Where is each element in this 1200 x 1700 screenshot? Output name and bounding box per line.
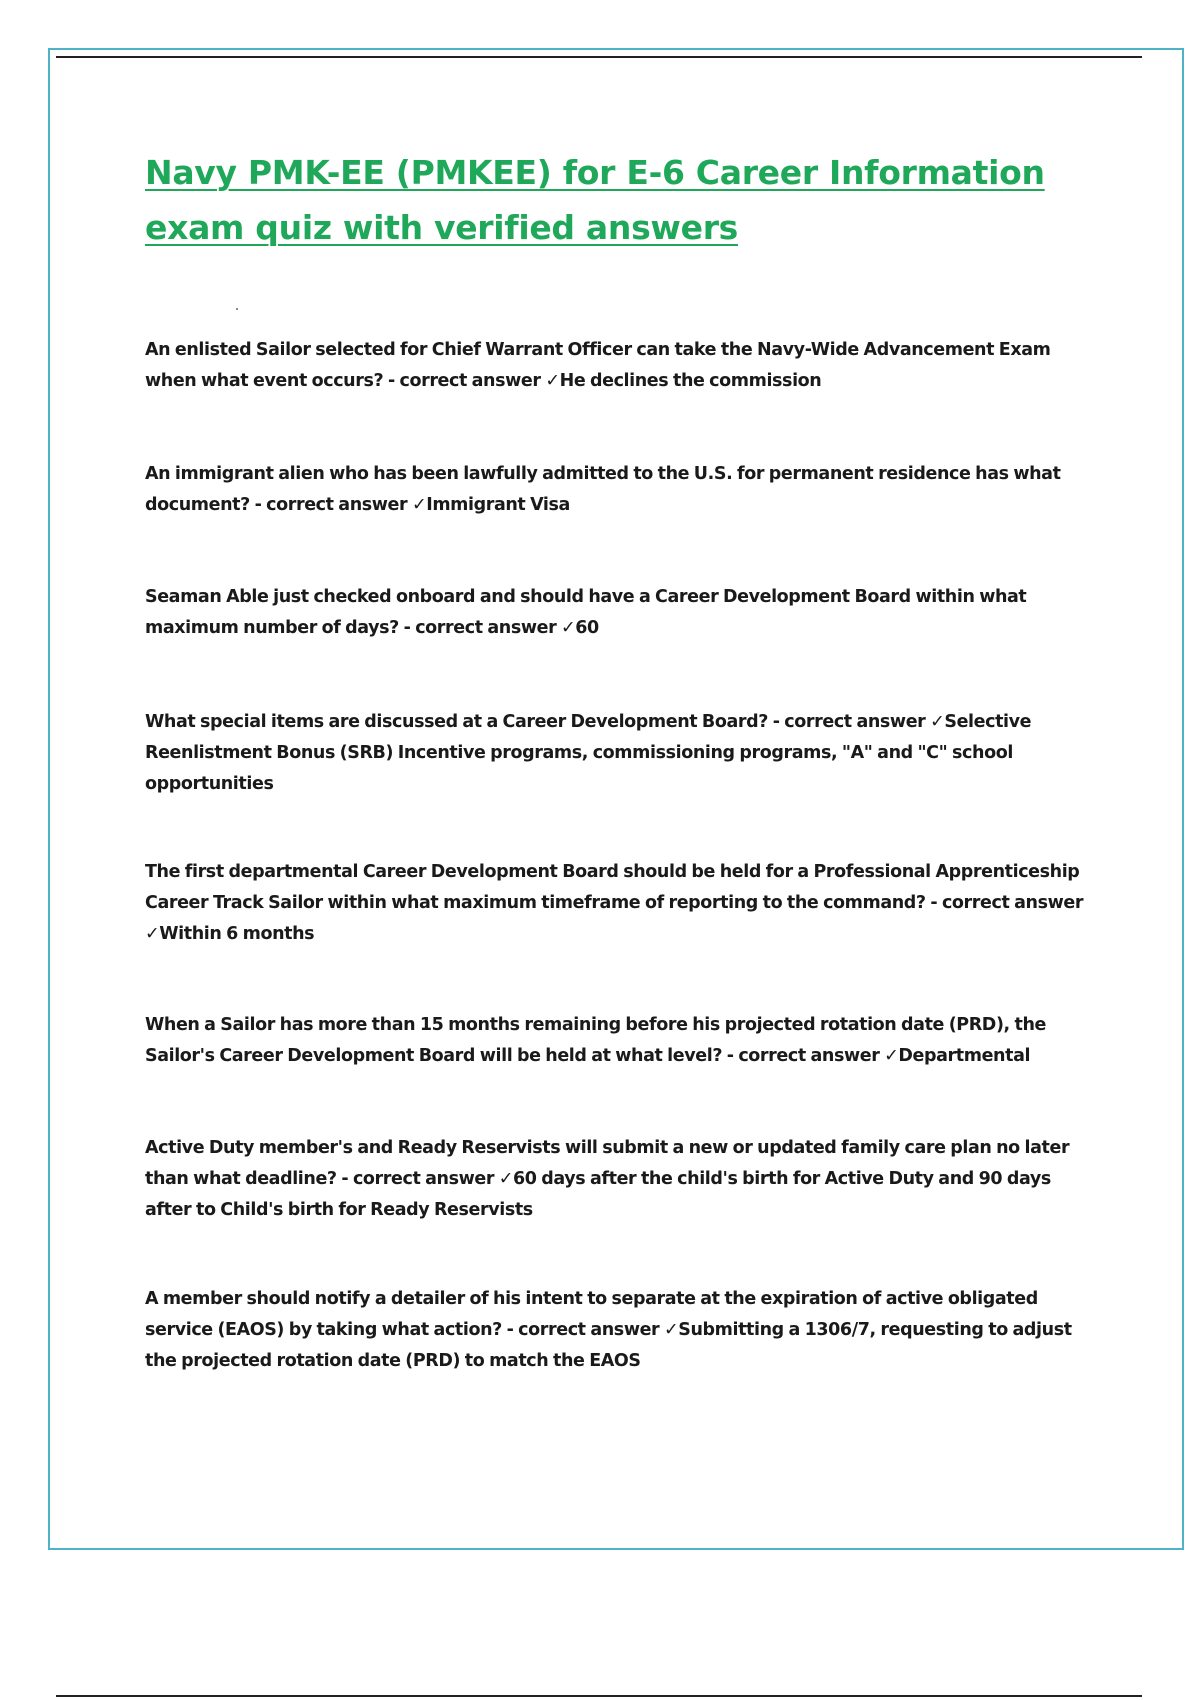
- qa-item: [145, 1284, 1095, 1377]
- checkmark-icon: ✓: [561, 618, 576, 638]
- answer-text: Submitting a 1306/7, requesting to adjust the projected rotation date (PRD) to match the EAOS: [145, 1320, 1072, 1371]
- checkmark-icon: ✓: [884, 1046, 899, 1066]
- qa-item: [145, 707, 1095, 800]
- checkmark-icon: ✓: [664, 1320, 679, 1340]
- answer-text: 60: [575, 618, 599, 638]
- answer-prefix: - correct answer: [403, 618, 557, 638]
- question-text: An immigrant alien who has been lawfully admitted to the U.S. for permanent residence has what document?: [145, 464, 1061, 515]
- answer-text: 60 days after the child's birth for Active Duty and 90 days after to Child's birth for Ready Reservists: [145, 1169, 1051, 1220]
- answer-text: Selective Reenlistment Bonus (SRB) Incentive programs, commissioning programs, "A" and "C" school opportunities: [145, 712, 1032, 794]
- question-text: When a Sailor has more than 15 months remaining before his projected rotation date (PRD), the Sailor's Career Development Board will be held at what level?: [145, 1015, 1046, 1066]
- bottom-divider: [56, 1695, 1142, 1697]
- checkmark-icon: ✓: [498, 1169, 514, 1189]
- checkmark-icon: ✓: [545, 371, 560, 391]
- answer-text: Immigrant Visa: [426, 495, 570, 515]
- question-text: Seaman Able just checked onboard and should have a Career Development Board within what maximum number of days?: [145, 587, 1027, 638]
- question-text: An enlisted Sailor selected for Chief Warrant Officer can take the Navy-Wide Advancement Exam when what event occurs?: [145, 340, 1051, 391]
- question-text: The first departmental Career Development Board should be held for a Professional Apprenticeship Career Track Sailor within what maximum timeframe of reporting to the command?: [145, 862, 1080, 913]
- answer-text: Within 6 months: [159, 924, 315, 944]
- answer-prefix: - correct answer: [726, 1046, 880, 1066]
- answer-prefix: - correct answer: [387, 371, 541, 391]
- question-text: What special items are discussed at a Career Development Board?: [145, 712, 769, 732]
- answer-text: He declines the commission: [559, 371, 822, 391]
- stray-dot: [236, 308, 238, 310]
- checkmark-icon: ✓: [411, 495, 427, 515]
- qa-item: [145, 459, 1095, 521]
- answer-prefix: - correct answer: [254, 495, 408, 515]
- qa-item: [145, 582, 1095, 644]
- qa-item: [145, 1010, 1095, 1072]
- checkmark-icon: ✓: [930, 712, 945, 732]
- qa-item: [145, 1133, 1095, 1226]
- qa-item: [145, 857, 1095, 950]
- question-text: Active Duty member's and Ready Reservists will submit a new or updated family care plan no later than what deadline?: [145, 1138, 1070, 1189]
- answer-prefix: - correct answer: [341, 1169, 495, 1189]
- answer-text: Departmental: [898, 1046, 1031, 1066]
- top-divider: [56, 56, 1142, 58]
- qa-item: [145, 335, 1095, 397]
- answer-prefix: - correct answer: [772, 712, 926, 732]
- document-title: Navy PMK-EE (PMKEE) for E-6 Career Information exam quiz with verified answers: [145, 153, 1045, 247]
- question-text: A member should notify a detailer of his intent to separate at the expiration of active obligated service (EAOS) by taking what action?: [145, 1289, 1038, 1340]
- answer-prefix: - correct answer: [930, 893, 1084, 913]
- checkmark-icon: ✓: [145, 924, 160, 944]
- answer-prefix: - correct answer: [506, 1320, 660, 1340]
